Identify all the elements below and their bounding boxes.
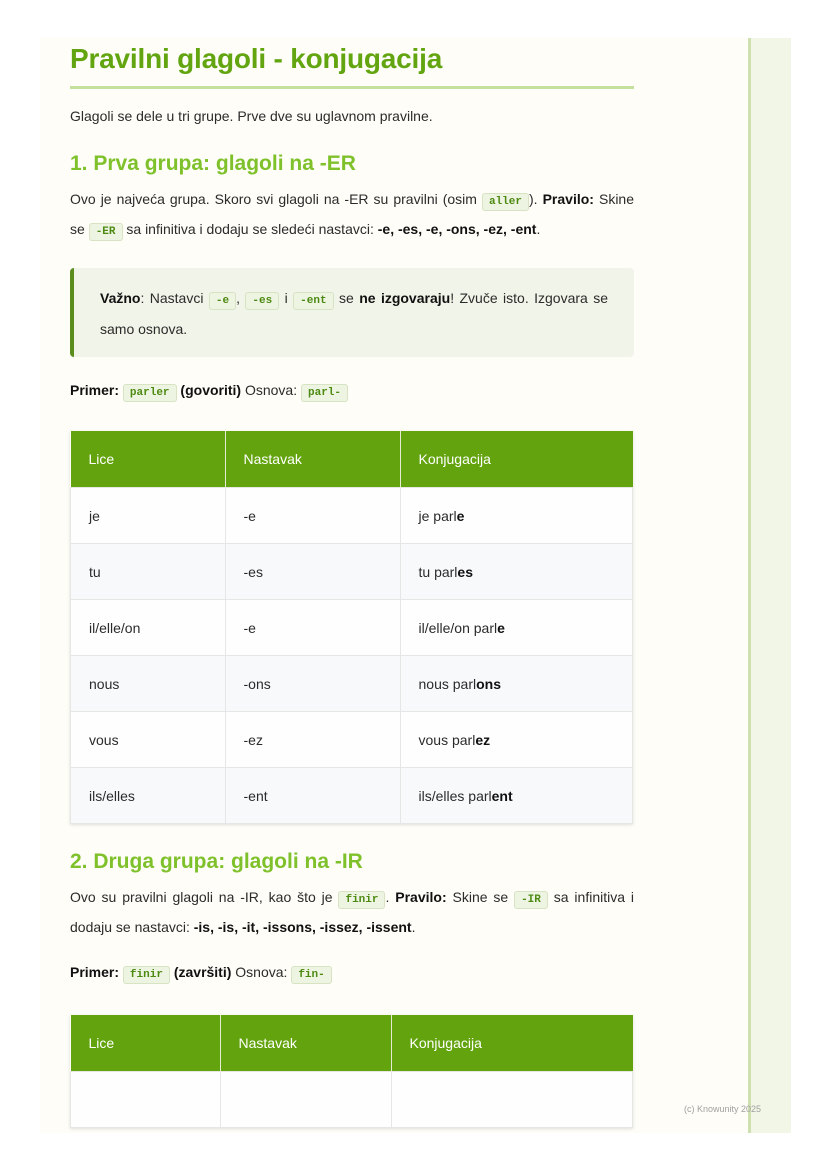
cell-person: je — [71, 488, 226, 544]
code-parl: parl- — [301, 384, 348, 402]
column-header: Lice — [71, 431, 226, 488]
page-side-margin — [748, 38, 791, 1133]
cell-conjugation — [391, 1072, 633, 1128]
cell-person: nous — [71, 656, 226, 712]
code-e: -e — [209, 292, 236, 310]
rule-label: Pravilo: — [542, 191, 594, 207]
stem: vous parl — [418, 731, 476, 748]
stem: ils/elles parl — [418, 787, 492, 804]
column-header: Nastavak — [220, 1015, 391, 1072]
column-header: Lice — [71, 1015, 221, 1072]
example-meaning: (govoriti) — [180, 382, 242, 398]
text: sa infinitiva i dodaju se sledeći nastavci: — [122, 221, 378, 237]
cell-person — [71, 1072, 221, 1128]
cell-ending: -es — [225, 544, 400, 600]
text: Ovo je najveća grupa. Skoro svi glagoli na -ER su pravilni (osim — [70, 191, 482, 207]
code-es: -es — [245, 292, 279, 310]
text: Skine se — [446, 889, 515, 905]
stem: il/elle/on parl — [418, 619, 498, 636]
cell-conjugation — [400, 656, 633, 712]
text: . — [536, 221, 541, 237]
cell-ending: -ez — [225, 712, 400, 768]
endings-ir: -is, -is, -it, -issons, -issez, -issent — [193, 919, 412, 935]
cell-conjugation — [400, 544, 633, 600]
cell-ending: -e — [225, 600, 400, 656]
stem: nous parl — [418, 675, 477, 692]
table-row — [71, 1072, 633, 1128]
code-er: -ER — [89, 223, 123, 241]
table-header-row — [71, 1015, 633, 1072]
table-row — [71, 656, 633, 712]
page-title: Pravilni glagoli - konjugacija — [70, 43, 443, 74]
text: se — [333, 290, 360, 306]
endings-er: -e, -es, -e, -ons, -ez, -ent — [377, 221, 537, 237]
cell-ending: -e — [225, 488, 400, 544]
table-header-row — [71, 431, 633, 488]
example-label: Primer: — [70, 964, 120, 980]
code-finir: finir — [338, 891, 385, 909]
callout-label: Važno — [100, 290, 141, 306]
code-finir-example: finir — [123, 966, 170, 984]
rule-label: Pravilo: — [395, 889, 447, 905]
table-row — [71, 768, 633, 824]
conjugation-table-er — [70, 431, 633, 824]
cell-person: tu — [71, 544, 226, 600]
text: . — [385, 889, 396, 905]
cell-ending: -ons — [225, 656, 400, 712]
table-row — [71, 488, 633, 544]
text: Ovo su pravilni glagoli na -IR, kao što je — [70, 889, 339, 905]
stem: je parl — [418, 507, 457, 524]
cell-person: ils/elles — [71, 768, 226, 824]
text: ! Zvuče isto. Izgovara se samo osnova. — [100, 290, 609, 337]
section-er-description — [70, 186, 634, 246]
cell-conjugation — [400, 600, 633, 656]
code-parler: parler — [123, 384, 177, 402]
code-ir: -IR — [514, 891, 548, 909]
column-header: Konjugacija — [400, 431, 633, 488]
text: . — [411, 919, 416, 935]
example-meaning: (završiti) — [173, 964, 232, 980]
suffix: e — [456, 507, 465, 524]
section-ir-description — [70, 884, 634, 941]
table-row — [71, 544, 633, 600]
text: i — [279, 290, 294, 306]
code-aller: aller — [482, 193, 529, 211]
suffix: ent — [491, 787, 513, 804]
cell-ending: -ent — [225, 768, 400, 824]
example-parler — [70, 377, 634, 407]
text: , — [236, 290, 246, 306]
text: ). — [529, 191, 538, 207]
copyright-footer: (c) Knowunity 2025 — [684, 1104, 762, 1114]
conjugation-table-ir — [70, 1015, 633, 1128]
suffix: ons — [476, 675, 501, 692]
table-row — [71, 712, 633, 768]
cell-person: vous — [71, 712, 226, 768]
text: Osnova: — [241, 382, 301, 398]
callout-text — [100, 284, 608, 343]
column-header: Nastavak — [225, 431, 400, 488]
section-heading-ir: 2. Druga grupa: glagoli na -IR — [70, 850, 363, 873]
document-content — [70, 38, 634, 1128]
text: sa infinitiva i dodaju se nastavci: — [70, 889, 634, 935]
stem: tu parl — [418, 563, 458, 580]
text: Osnova: — [231, 964, 292, 980]
example-finir — [70, 959, 634, 989]
suffix: es — [457, 563, 473, 580]
suffix: e — [497, 619, 505, 636]
cell-conjugation — [400, 488, 633, 544]
cell-ending — [220, 1072, 391, 1128]
callout-emphasis: ne izgovaraju — [359, 290, 451, 306]
section-heading-er: 1. Prva grupa: glagoli na -ER — [70, 152, 356, 175]
table-row — [71, 600, 633, 656]
column-header: Konjugacija — [391, 1015, 633, 1072]
text: : Nastavci — [140, 290, 209, 306]
cell-conjugation — [400, 768, 633, 824]
text: Skine se — [70, 191, 634, 237]
suffix: ez — [475, 731, 491, 748]
intro-text: Glagoli se dele u tri grupe. Prve dve su uglavnom pravilne. — [70, 108, 433, 124]
code-ent: -ent — [293, 292, 333, 310]
important-callout — [70, 268, 634, 357]
example-label: Primer: — [70, 382, 120, 398]
document-page — [40, 38, 750, 1133]
cell-person: il/elle/on — [71, 600, 226, 656]
title-divider — [70, 86, 634, 89]
cell-conjugation — [400, 712, 633, 768]
code-fin: fin- — [291, 966, 331, 984]
